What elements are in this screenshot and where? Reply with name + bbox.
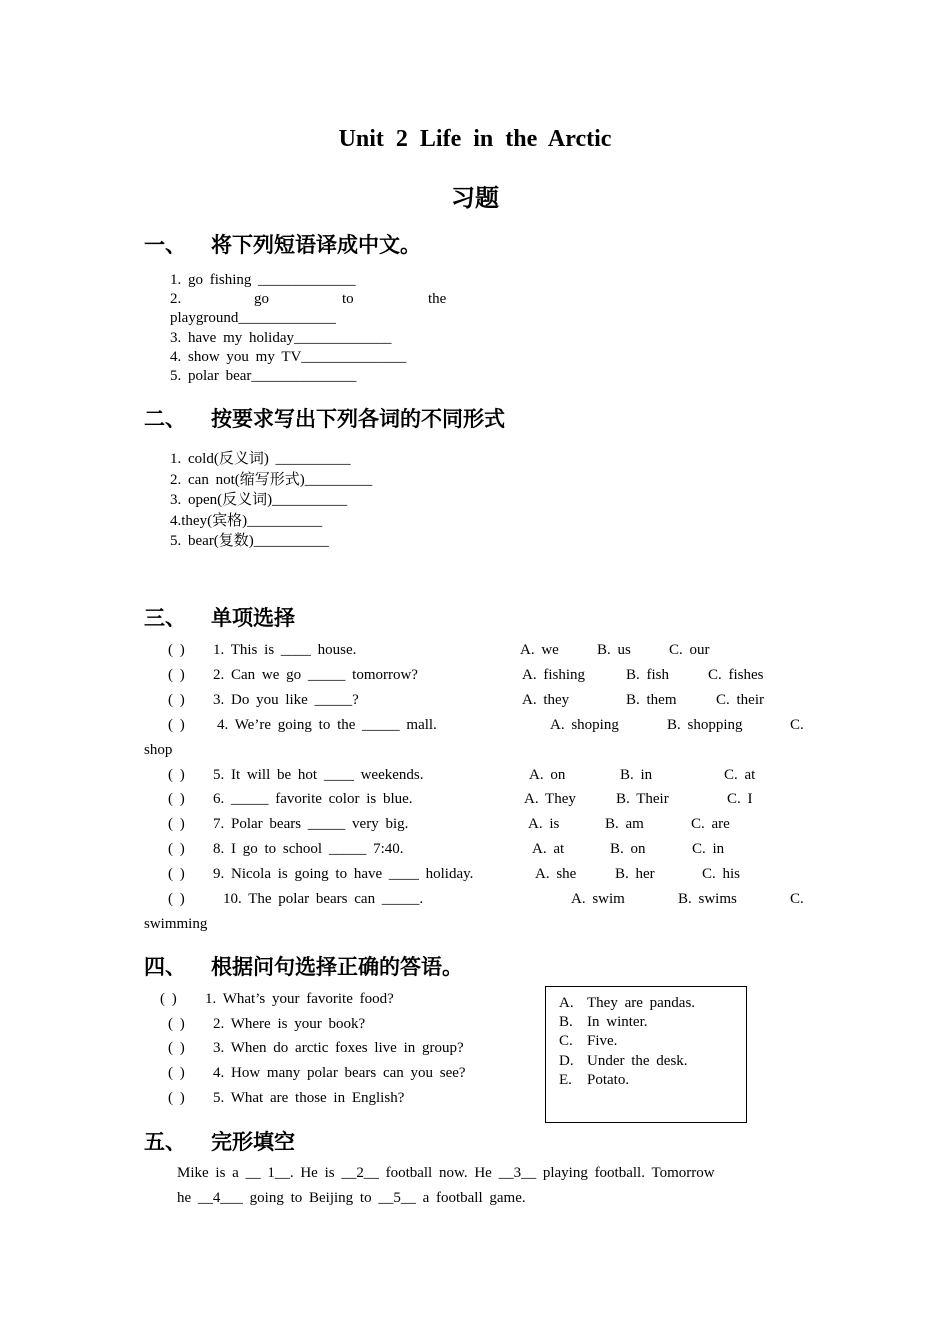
- s2-item-2: 2. can not(缩写形式)_________: [170, 472, 373, 488]
- section-5-title: 完形填空: [211, 1130, 295, 1154]
- section-5-number: 五、: [144, 1130, 186, 1154]
- s3-q1-opt-b: B. us: [597, 642, 631, 658]
- s4-q5-text: 5. What are those in English?: [213, 1090, 405, 1106]
- s1-item-2-word-go: go: [254, 291, 269, 307]
- s3-q6-opt-b: B. Their: [616, 791, 669, 807]
- section-4-number: 四、: [144, 955, 186, 979]
- s3-q9-paren[interactable]: ( ): [168, 866, 185, 882]
- s3-q2-opt-c: C. fishes: [708, 667, 764, 683]
- answer-c: C. Five.: [559, 1033, 618, 1049]
- s3-q9-opt-a: A. she: [535, 866, 577, 882]
- s3-q6-paren[interactable]: ( ): [168, 791, 185, 807]
- s2-item-1: 1. cold(反义词) __________: [170, 451, 351, 467]
- s3-q3-paren[interactable]: ( ): [168, 692, 185, 708]
- s3-q10-text: 10. The polar bears can _____.: [223, 891, 424, 907]
- s4-q2-text: 2. Where is your book?: [213, 1016, 366, 1032]
- page-title: Unit 2 Life in the Arctic: [338, 126, 612, 152]
- s1-item-3: 3. have my holiday_____________: [170, 330, 392, 346]
- s3-q7-opt-b: B. am: [605, 816, 644, 832]
- s3-q7-text: 7. Polar bears _____ very big.: [213, 816, 409, 832]
- s3-q8-paren[interactable]: ( ): [168, 841, 185, 857]
- s4-q4-paren[interactable]: ( ): [168, 1065, 185, 1081]
- s2-item-3: 3. open(反义词)__________: [170, 492, 348, 508]
- section-1-number: 一、: [144, 233, 186, 257]
- s3-q6-opt-c: C. I: [727, 791, 753, 807]
- s3-q4-opt-c-wrap: shop: [144, 742, 173, 758]
- s1-item-2-cont: playground_____________: [170, 310, 336, 326]
- s3-q5-opt-c: C. at: [724, 767, 756, 783]
- s3-q3-text: 3. Do you like _____?: [213, 692, 359, 708]
- s3-q9-text: 9. Nicola is going to have ____ holiday.: [213, 866, 474, 882]
- s3-q7-paren[interactable]: ( ): [168, 816, 185, 832]
- s3-q3-opt-c: C. their: [716, 692, 764, 708]
- s1-item-1: 1. go fishing _____________: [170, 272, 356, 288]
- section-4-title: 根据问句选择正确的答语。: [211, 955, 463, 979]
- s3-q2-paren[interactable]: ( ): [168, 667, 185, 683]
- s3-q1-opt-a: A. we: [520, 642, 559, 658]
- s2-item-5: 5. bear(复数)__________: [170, 533, 329, 549]
- s3-q1-text: 1. This is ____ house.: [213, 642, 357, 658]
- s3-q2-opt-a: A. fishing: [522, 667, 585, 683]
- s3-q2-opt-b: B. fish: [626, 667, 670, 683]
- s3-q3-opt-a: A. they: [522, 692, 570, 708]
- s3-q1-paren[interactable]: ( ): [168, 642, 185, 658]
- s3-q8-text: 8. I go to school _____ 7:40.: [213, 841, 404, 857]
- s1-item-2-word-the: the: [428, 291, 447, 307]
- section-2-title: 按要求写出下列各词的不同形式: [211, 407, 505, 431]
- s3-q5-paren[interactable]: ( ): [168, 767, 185, 783]
- s3-q8-opt-a: A. at: [532, 841, 565, 857]
- s4-q5-paren[interactable]: ( ): [168, 1090, 185, 1106]
- section-1-title: 将下列短语译成中文。: [211, 233, 421, 257]
- s3-q10-opt-a: A. swim: [571, 891, 625, 907]
- s3-q8-opt-b: B. on: [610, 841, 646, 857]
- s3-q7-opt-a: A. is: [528, 816, 560, 832]
- answer-box: [545, 986, 747, 1123]
- s3-q9-opt-b: B. her: [615, 866, 655, 882]
- s3-q5-opt-a: A. on: [529, 767, 566, 783]
- s4-q2-paren[interactable]: ( ): [168, 1016, 185, 1032]
- s3-q10-opt-c: C.: [790, 891, 804, 907]
- s1-item-5: 5. polar bear______________: [170, 368, 357, 384]
- s2-item-4: 4.they(宾格)__________: [170, 513, 323, 529]
- s5-passage-line-1: Mike is a __ 1__. He is __2__ football now. He __3__ playing football. Tomorrow: [177, 1165, 715, 1181]
- s3-q4-text: 4. We’re going to the _____ mall.: [217, 717, 437, 733]
- s3-q10-paren[interactable]: ( ): [168, 891, 185, 907]
- section-3-title: 单项选择: [211, 606, 295, 630]
- s3-q2-text: 2. Can we go _____ tomorrow?: [213, 667, 418, 683]
- s3-q5-opt-b: B. in: [620, 767, 653, 783]
- answer-a: A. They are pandas.: [559, 995, 696, 1011]
- s3-q3-opt-b: B. them: [626, 692, 677, 708]
- s5-passage-line-2: he __4___ going to Beijing to __5__ a football game.: [177, 1190, 526, 1206]
- s3-q5-text: 5. It will be hot ____ weekends.: [213, 767, 424, 783]
- s4-q3-paren[interactable]: ( ): [168, 1040, 185, 1056]
- s4-q3-text: 3. When do arctic foxes live in group?: [213, 1040, 464, 1056]
- s4-q1-text: 1. What’s your favorite food?: [205, 991, 394, 1007]
- s3-q8-opt-c: C. in: [692, 841, 725, 857]
- s3-q7-opt-c: C. are: [691, 816, 730, 832]
- s3-q9-opt-c: C. his: [702, 866, 741, 882]
- s1-item-2-word-to: to: [342, 291, 354, 307]
- section-2-number: 二、: [144, 407, 186, 431]
- answer-d: D. Under the desk.: [559, 1053, 688, 1069]
- s4-q4-text: 4. How many polar bears can you see?: [213, 1065, 466, 1081]
- s3-q1-opt-c: C. our: [669, 642, 710, 658]
- s3-q6-text: 6. _____ favorite color is blue.: [213, 791, 413, 807]
- page-subtitle: 习题: [451, 186, 499, 212]
- s1-item-4: 4. show you my TV______________: [170, 349, 407, 365]
- answer-e: E. Potato.: [559, 1072, 630, 1088]
- section-3-number: 三、: [144, 606, 186, 630]
- s1-item-2-num: 2.: [170, 291, 182, 307]
- s3-q6-opt-a: A. They: [524, 791, 576, 807]
- answer-b: B. In winter.: [559, 1014, 648, 1030]
- s4-q1-paren[interactable]: ( ): [160, 991, 177, 1007]
- s3-q10-opt-c-wrap: swimming: [144, 916, 208, 932]
- s3-q4-opt-a: A. shoping: [550, 717, 619, 733]
- s3-q4-paren[interactable]: ( ): [168, 717, 185, 733]
- s3-q4-opt-b: B. shopping: [667, 717, 743, 733]
- s3-q10-opt-b: B. swims: [678, 891, 737, 907]
- s3-q4-opt-c: C.: [790, 717, 804, 733]
